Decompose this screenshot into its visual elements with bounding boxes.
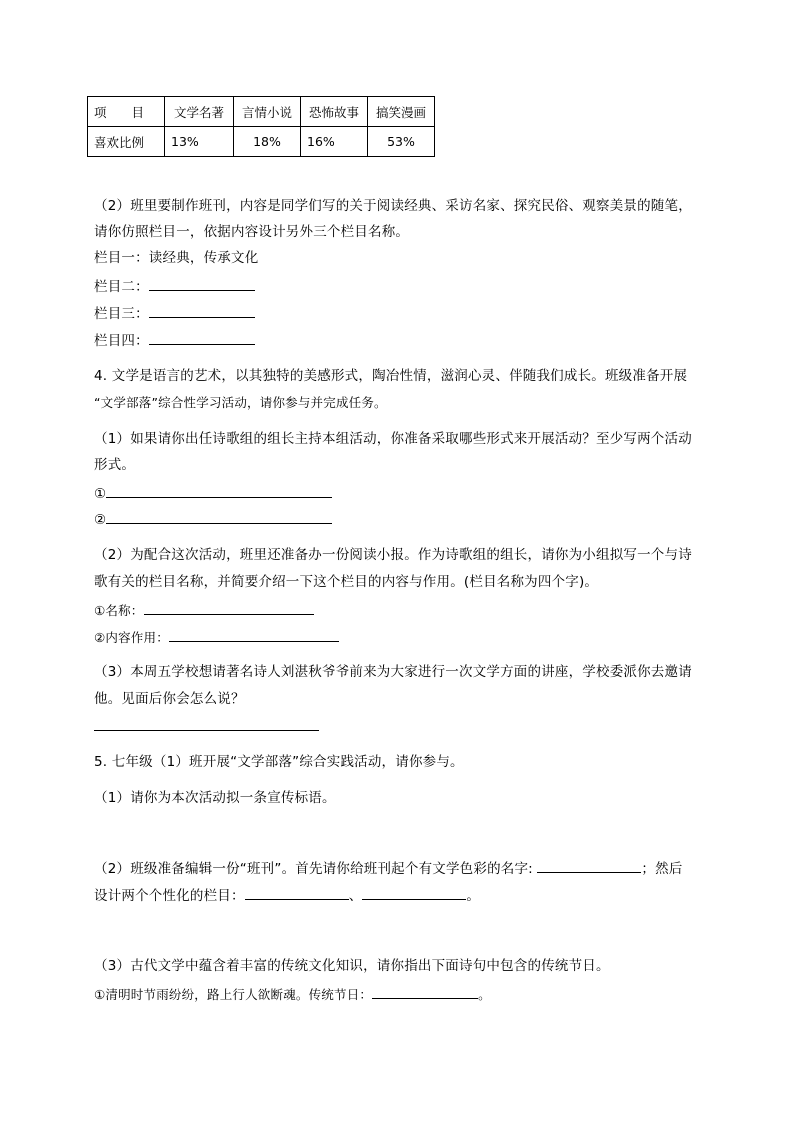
use-label: ②内容作用：	[94, 630, 169, 645]
name-label: ①名称：	[94, 603, 144, 618]
q2-column-four-blank[interactable]	[149, 330, 255, 345]
q5-part3-line1: （3）古代文学中蕴含着丰富的传统文化知识，请你指出下面诗句中包含的传统节日。	[94, 958, 610, 974]
q4-part2-name	[94, 600, 314, 621]
q5-part2-line2	[94, 885, 480, 906]
q5-part3-poem: ①清明时节雨纷纷，路上行人欲断魂。传统节日：	[94, 987, 373, 1002]
table-cell: 18%	[234, 127, 301, 157]
q5-part2-separator: 、	[348, 888, 363, 904]
q2-column-four	[94, 330, 255, 351]
q4-part3-answer	[94, 716, 319, 737]
q2-column-two	[94, 276, 255, 297]
q4-intro-line1: 4. 文学是语言的艺术，以其独特的美感形式，陶冶性情，滋润心灵、伴随我们成长。班级准备开展	[94, 368, 688, 384]
q4-part1-answer-a	[94, 483, 332, 504]
q4-part3-line1: （3）本周五学校想请著名诗人刘湛秋爷爷前来为大家进行一次文学方面的讲座，学校委派你去邀请	[94, 664, 692, 680]
q4-part1-blank-b[interactable]	[106, 509, 332, 524]
table-cell: 13%	[165, 127, 234, 157]
q2-column-two-blank[interactable]	[149, 276, 255, 291]
q4-part2-use-blank[interactable]	[169, 627, 339, 642]
q2-column-three-blank[interactable]	[149, 303, 255, 318]
q4-part2-name-blank[interactable]	[144, 600, 314, 615]
q5-part1: （1）请你为本次活动拟一条宣传标语。	[94, 790, 336, 806]
q4-part3-line2: 他。见面后你会怎么说？	[94, 691, 245, 707]
table-cell: 恐怖故事	[301, 97, 368, 127]
q5-part2-magazine-name-blank[interactable]	[537, 858, 641, 873]
q5-part2-text-b: ；然后	[641, 861, 683, 877]
table-cell: 搞笑漫画	[368, 97, 435, 127]
q2-instruction-line2: 请你仿照栏目一，依据内容设计另外三个栏目名称。	[94, 224, 410, 240]
table-cell: 文学名著	[165, 97, 234, 127]
q5-part3-festival-blank[interactable]	[372, 984, 478, 999]
q2-column-four-label: 栏目四：	[94, 333, 149, 349]
q5-part2-line1	[94, 858, 683, 879]
q4-part1-blank-a[interactable]	[106, 483, 332, 498]
q5-part2-text-a: （2）班级准备编辑一份“班刊”。首先请你给班刊起个有文学色彩的名字:	[94, 861, 538, 877]
table-cell: 项 目	[88, 97, 165, 127]
table-row	[88, 127, 435, 157]
answer-a-marker: ①	[94, 486, 107, 502]
table-cell: 言情小说	[234, 97, 301, 127]
reading-preference-table	[87, 96, 435, 157]
table-header-row	[88, 97, 435, 127]
table-cell: 喜欢比例	[88, 127, 165, 157]
q4-part2-line2: 歌有关的栏目名称，并简要介绍一下这个栏目的内容与作用。(栏目名称为四个字)。	[94, 574, 599, 590]
q4-part2-use	[94, 627, 339, 648]
q2-column-one: 栏目一：读经典，传承文化	[94, 250, 259, 266]
q5-part2-column-blank-1[interactable]	[245, 885, 349, 900]
q4-part2-line1: （2）为配合这次活动，班里还准备办一份阅读小报。作为诗歌组的组长，请你为小组拟写一个与诗	[94, 547, 692, 563]
q2-column-two-label: 栏目二：	[94, 279, 149, 295]
q5-part2-text-c: 设计两个个性化的栏目：	[94, 888, 245, 904]
q5-part2-column-blank-2[interactable]	[362, 885, 466, 900]
table-cell: 53%	[368, 127, 435, 157]
q2-column-three-label: 栏目三：	[94, 306, 149, 322]
q4-part1-line2: 形式。	[94, 457, 136, 473]
q5-part3-line2	[94, 984, 491, 1005]
q5-part2-end: 。	[466, 888, 481, 904]
q2-instruction-line1: （2）班里要制作班刊，内容是同学们写的关于阅读经典、采访名家、探究民俗、观察美景的随笔，	[94, 198, 692, 214]
q4-part3-blank[interactable]	[94, 716, 319, 731]
table-cell: 16%	[301, 127, 368, 157]
q4-intro-line2: “文学部落”综合性学习活动，请你参与并完成任务。	[94, 395, 387, 410]
q2-column-three	[94, 303, 255, 324]
q4-part1-line1: （1）如果请你出任诗歌组的组长主持本组活动，你准备采取哪些形式来开展活动？至少写两个活动	[94, 431, 692, 447]
answer-b-marker: ②	[94, 512, 107, 528]
q5-intro: 5. 七年级（1）班开展“文学部落”综合实践活动，请你参与。	[94, 754, 464, 770]
q5-part3-end: 。	[478, 987, 491, 1002]
q4-part1-answer-b	[94, 509, 332, 530]
